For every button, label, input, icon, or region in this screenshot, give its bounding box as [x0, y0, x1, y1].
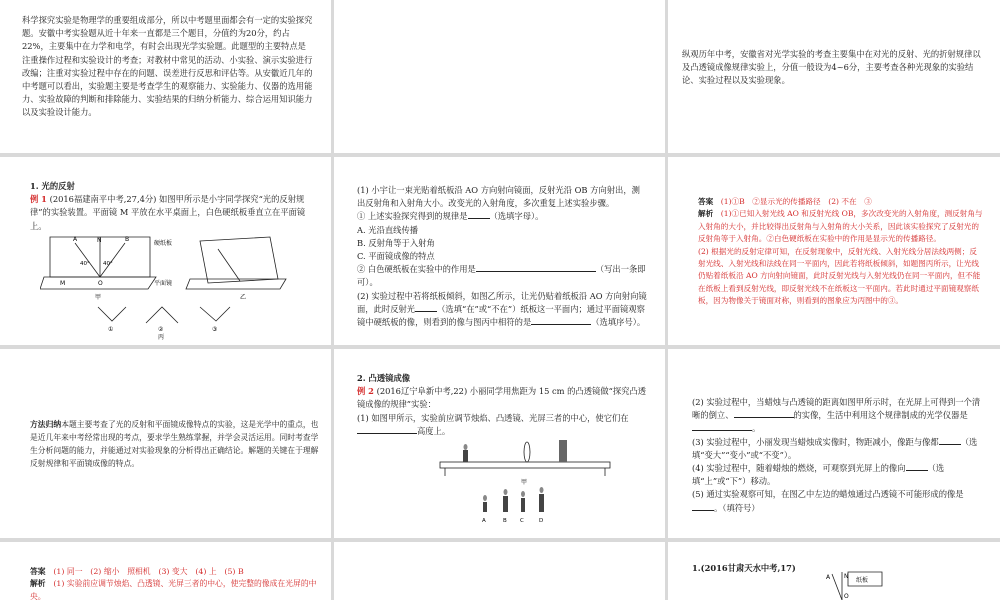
label-a: A	[73, 236, 78, 243]
q1-line	[357, 412, 647, 438]
practice-heading: 1.(2016甘肃天水中考,17)	[692, 563, 796, 573]
example-text: (2016辽宁阜新中考,22) 小丽同学用焦距为 15 cm 的凸透镜做“探究凸透镜成像的规律”实验：	[357, 386, 647, 410]
analysis-1	[698, 208, 983, 245]
option-1-label: ①	[108, 326, 114, 333]
q1-text: (1) 如图甲所示，实验前应调节烛焰、凸透镜、光屏三者的中心，使它们在	[357, 412, 629, 423]
candle-icon	[463, 450, 468, 462]
slide-reflection	[30, 180, 320, 342]
example-paragraph	[30, 193, 320, 233]
slide-divider	[0, 538, 1000, 542]
candle-a-icon	[483, 502, 487, 512]
answer-blank[interactable]	[906, 462, 928, 471]
q2-text: (2) 实验过程中若将纸板倾斜，如图乙所示，让光仍贴着纸板沿 AO 方向射向镜面，此时反射光	[357, 290, 647, 314]
answer-blank[interactable]	[357, 425, 417, 434]
cardboard-yi	[200, 237, 278, 283]
q2-tail: 。	[752, 423, 761, 434]
option-b: B. 反射角等于入射角	[357, 237, 435, 248]
label-cardboard: 纸板	[856, 577, 869, 584]
answer-label: 答案	[30, 567, 46, 576]
label-b: B	[125, 236, 130, 243]
analysis-line	[30, 578, 320, 600]
analysis-text: (1) 实验前应调节烛焰、凸透镜、光屏三者的中心，使完整的像成在光屏的中央。	[30, 579, 317, 600]
q1a-line	[357, 210, 647, 223]
answer-text: (1)①B ②显示光的传播路径 (2) 不在 ③	[720, 197, 872, 206]
q2-line	[692, 396, 982, 436]
slide-method	[30, 418, 320, 528]
slide-practice	[692, 562, 982, 600]
label-yi: 乙	[240, 294, 247, 301]
q1a-tail: （选填字母）。	[489, 211, 544, 222]
q1b-line	[357, 263, 647, 289]
answer-blank[interactable]	[692, 502, 714, 511]
slide-questions-1	[357, 184, 647, 342]
method-text: 本题主要考查了光的反射和平面镜成像特点的实验，这是光学中的重点，也是近几年来中考经常出现的考点，要求学生熟练掌握，并学会灵活运用。同时考查学生分析问题的能力，并能通过对实验现象的分析得出正确结论。解题的关键在于理解反射规律和平面镜成像的特点。	[30, 420, 319, 468]
candle-b-label: B	[503, 518, 507, 524]
example-label: 例 2	[357, 386, 374, 397]
angle-left: 40°	[80, 261, 90, 267]
incident-ray	[832, 574, 842, 600]
angle-right: 40°	[103, 261, 113, 267]
section-heading: 2. 凸透镜成像	[357, 373, 411, 383]
q5-tail: 。（填符号）	[714, 502, 760, 513]
answer-blank[interactable]	[468, 210, 490, 219]
label-bing: 丙	[158, 334, 165, 340]
option-3-shape	[200, 307, 230, 321]
candle-d-label: D	[539, 518, 544, 524]
flame-icon	[464, 444, 468, 450]
q2-mid: （选填“在”或“不在”）纸板这一平面内；通过平面镜观察镜中硬纸板的像，则看到的像与图丙中相符的是	[357, 303, 645, 328]
answer-blank[interactable]	[476, 263, 596, 272]
flame-icon	[540, 487, 544, 493]
answer-line	[30, 566, 320, 578]
q4-tail: （选填“上”或“下”）移动。	[692, 463, 945, 487]
option-2-shape	[146, 307, 178, 323]
candle-c-label: C	[520, 518, 524, 524]
slide-intro	[22, 14, 314, 149]
q1b-tail: （写出一条即可）。	[357, 264, 646, 288]
reflected-ray	[100, 243, 125, 277]
optical-bench	[440, 462, 610, 468]
slide-questions-2	[692, 396, 982, 534]
practice-figure	[812, 570, 932, 600]
mirror-yi	[186, 279, 286, 289]
screen-icon	[559, 440, 567, 462]
label-a: A	[826, 574, 831, 581]
example-paragraph	[357, 385, 647, 411]
label-o: O	[98, 280, 103, 287]
answer-blank[interactable]	[531, 316, 591, 325]
section-heading: 1. 光的反射	[30, 181, 75, 191]
slide-optics-summary	[682, 48, 982, 148]
example-text: (2016福建南平中考,27,4分) 如图甲所示是小宇同学探究“光的反射规律”的实验装置。平面镜 M 平放在水平桌面上，白色硬纸板垂直立在平面镜上。	[30, 194, 306, 231]
flame-icon	[504, 489, 508, 495]
answer-blank[interactable]	[734, 409, 794, 418]
q5-line	[692, 488, 982, 514]
lens-icon	[524, 442, 530, 462]
q2-tail: （选填序号）。	[591, 317, 646, 328]
q3-text: (3) 实验过程中，小丽发现当蜡烛成实像时，物距减小，像距与像都	[692, 436, 939, 447]
analysis-label: 解析	[698, 209, 714, 219]
q2-text: (2) 实验过程中，当蜡烛与凸透镜的距离如图甲所示时，在光屏上可得到一个清晰的倒立、	[692, 397, 981, 421]
incident-ray	[75, 243, 100, 277]
label-cardboard: 硬纸板	[154, 240, 173, 247]
ray-yi	[218, 249, 240, 281]
q5-text: (5) 通过实验观察可知，在图乙中左边的蜡烛通过凸透镜不可能形成的像是	[692, 489, 964, 500]
label-mirror: 平面镜	[154, 280, 173, 287]
label-n: N	[844, 573, 849, 580]
label-m: M	[60, 280, 66, 287]
lens-figure	[435, 438, 615, 528]
slide-divider	[0, 345, 1000, 349]
answer-text: (1) 同一 (2) 缩小 照相机 (3) 变大 (4) 上 (5) B	[53, 567, 244, 576]
candle-c-icon	[521, 498, 525, 512]
label-jia: 甲	[521, 479, 528, 486]
analysis-label: 解析	[30, 579, 46, 589]
answer-line	[698, 196, 983, 208]
label-o: O	[844, 593, 849, 600]
q2-mid: 的实像，生活中利用这个规律制成的光学仪器是	[793, 410, 968, 421]
q1b-text: ② 白色硬纸板在实验中的作用是	[357, 264, 476, 275]
optics-summary-text: 纵观历年中考，安徽省对光学实验的考查主要集中在对光的反射、光的折射规律以及凸透镜成像规律实验上，分值一般设为4~6分，主要考查各种光现象的实验结论、实验过程以及实验现象。	[682, 49, 981, 86]
flame-icon	[483, 495, 487, 501]
slide-answer-2	[30, 566, 320, 600]
label-n: N	[97, 237, 102, 244]
option-2-label: ②	[158, 326, 164, 333]
slide-divider	[0, 153, 1000, 157]
answer-blank[interactable]	[415, 303, 437, 312]
answer-blank[interactable]	[692, 422, 752, 431]
candle-b-icon	[503, 496, 508, 512]
option-c: C. 平面镜成像的特点	[357, 251, 435, 262]
example-label: 例 1	[30, 194, 47, 205]
candle-d-icon	[539, 494, 544, 512]
option-a: A. 光沿直线传播	[357, 224, 419, 235]
flame-icon	[521, 491, 525, 497]
analysis-1-text: (1)①已知入射光线 AO 和反射光线 OB，多次改变光的入射角度，测反射角与入射角的大小，并比较得出反射角与入射角的大小关系，因此该实验探究了反射光的反射角等于入射角。②白色硬纸板在实验中的作用是显示光的传播路径。	[698, 209, 983, 244]
q1a-text: ① 上述实验探究得到的规律是	[357, 211, 468, 222]
candle-a-label: A	[482, 518, 486, 524]
slide-answer-1	[698, 196, 983, 342]
analysis-2: (2) 根据光的反射定律可知，在反射现象中，反射光线、入射光线分居法线两侧；反射光线、入射光线和法线在同一平面内，因此若将纸板倾斜，如题图丙所示，让光线仍贴着纸板沿 AO 方向射向镜面，此时反射光线与入射光线仍在同一平面内，但不能在纸板上看到反射光线，即反射光线不在纸板这一平面内。若此时通过平面镜观察纸板，因为物像关于镜面对称，则看到的图象应为丙图中的③。	[698, 246, 981, 306]
slide-divider	[665, 0, 668, 600]
intro-text: 科学探究实验是物理学的重要组成部分，所以中考题里面都会有一定的实验探究题。安徽中考实验题从近十年来一直都是三个题目，分值约为20分，约占22%，主要集中在力学和电学，有时会出现光学实验题。此题型的主要特点是注重操作过程和实验设计的考查；对教材中常见的活动、小实验、演示实验进行改编；注重对实验过程中存在的问题、误差进行反思和评估等。从安徽近几年的中考题可以看出，实验题主要是考查学生的观察能力、实验能力、仪器的选用能力、实验故障的判断和排除能力、实验结果的归纳分析能力、综合运用知识能力以及实验设计能力。	[22, 15, 313, 118]
method-label: 方法归纳	[30, 420, 62, 429]
option-3-label: ③	[212, 326, 218, 333]
q4-text: (4) 实验过程中，随着蜡烛的燃烧，可观察到光屏上的像向	[692, 463, 906, 474]
answer-blank[interactable]	[939, 436, 961, 445]
slide-divider	[331, 0, 334, 600]
option-1-shape	[98, 307, 126, 321]
q3-tail: （选填“变大”“变小”或“不变”）。	[692, 436, 978, 460]
q1-tail: 高度上。	[417, 425, 451, 436]
label-jia: 甲	[95, 294, 102, 301]
q3-line	[692, 436, 982, 462]
answer-label: 答案	[698, 197, 714, 206]
slide-convex	[357, 372, 647, 534]
reflection-figure	[40, 235, 290, 340]
q4-line	[692, 462, 982, 488]
method-paragraph	[30, 418, 320, 470]
q1-text: (1) 小宇让一束光贴着纸板沿 AO 方向射向镜面，反射光沿 OB 方向射出，测出反射角和入射角大小。改变光的入射角度，多次重复上述实验步骤。	[357, 185, 640, 209]
q2-line	[357, 290, 647, 330]
